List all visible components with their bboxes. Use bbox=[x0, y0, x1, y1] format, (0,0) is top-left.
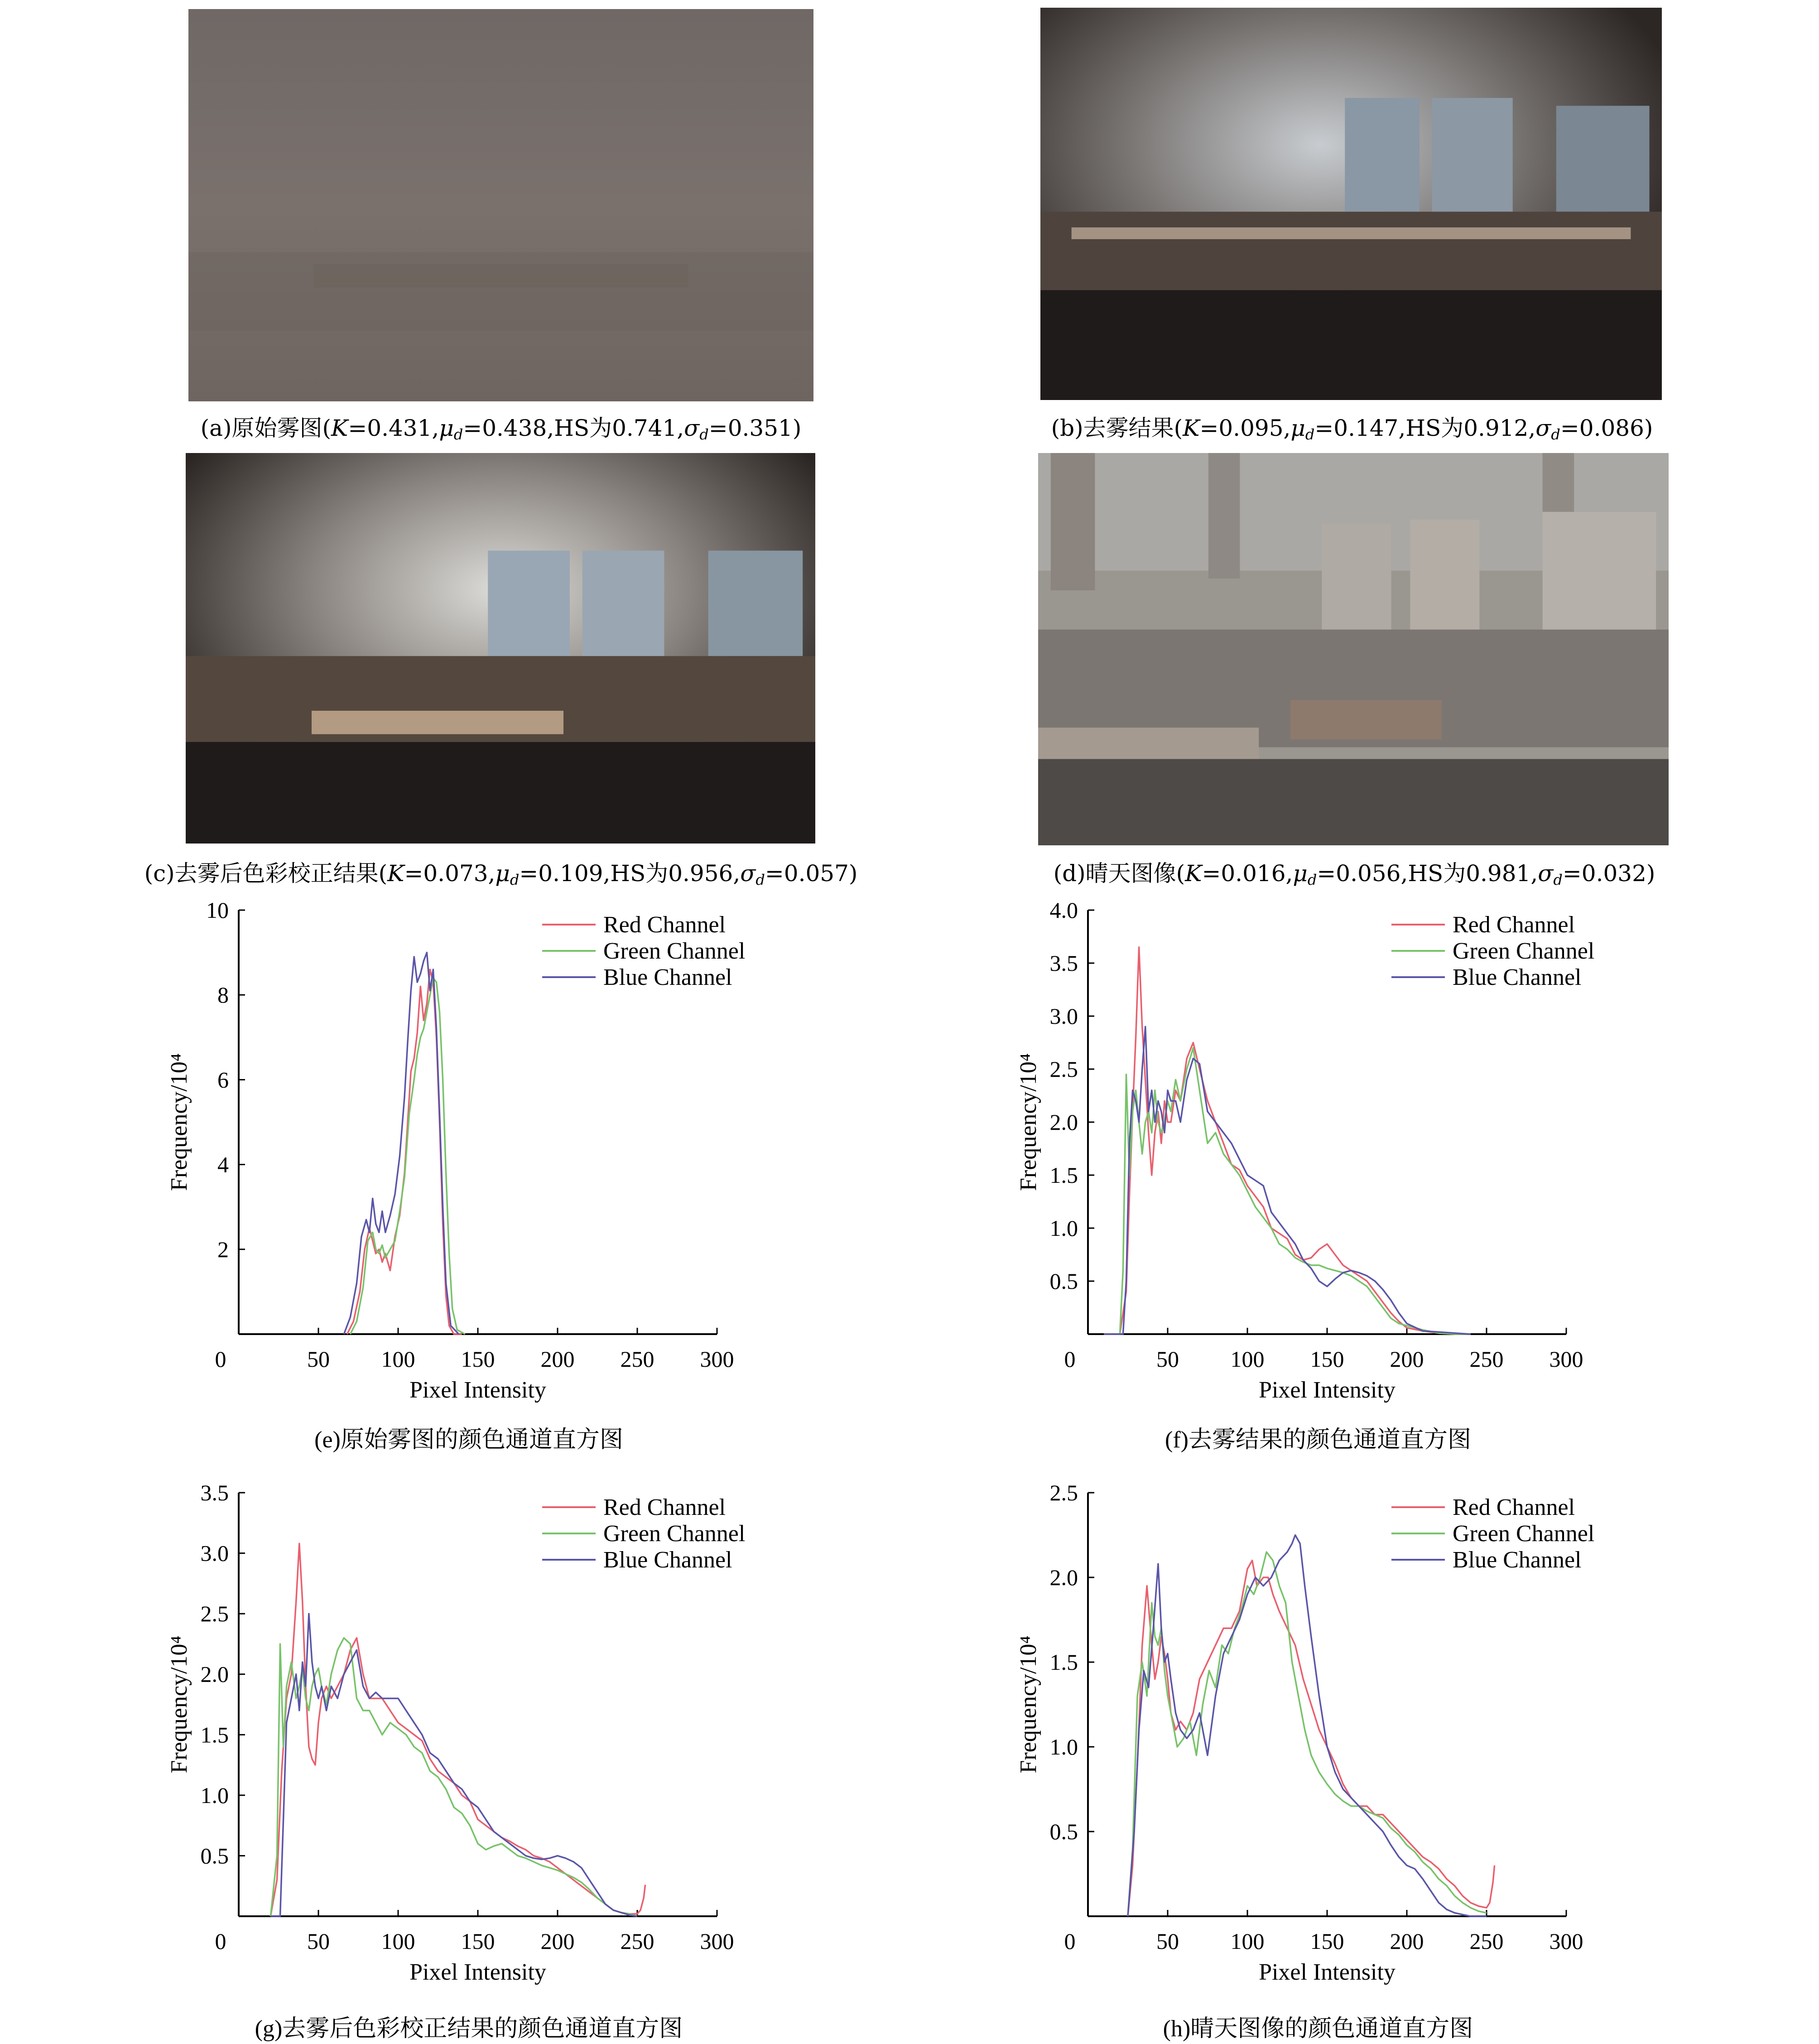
y-axis-label: Frequency/10⁴ bbox=[1015, 1635, 1041, 1774]
histogram-chart-h bbox=[999, 1470, 1710, 2044]
y-tick-label: 2.5 bbox=[1049, 1056, 1078, 1082]
x-tick-label: 200 bbox=[540, 1928, 575, 1954]
legend-label-blue: Blue Channel bbox=[1453, 1547, 1582, 1573]
legend-label-blue: Blue Channel bbox=[603, 964, 732, 990]
x-axis-label: Pixel Intensity bbox=[409, 1959, 546, 1985]
y-tick-label: 1.0 bbox=[1049, 1215, 1078, 1241]
x-tick-label: 0 bbox=[215, 1346, 226, 1372]
legend-label-green: Green Channel bbox=[1453, 938, 1595, 964]
series-line-blue bbox=[270, 1614, 637, 1916]
x-tick-label: 0 bbox=[1064, 1928, 1076, 1954]
y-tick-label: 2 bbox=[217, 1236, 229, 1262]
x-tick-label: 250 bbox=[620, 1346, 654, 1372]
series-line-red bbox=[1104, 947, 1471, 1334]
y-tick-label: 0.5 bbox=[200, 1843, 229, 1869]
y-tick-label: 2.0 bbox=[200, 1661, 229, 1687]
y-tick-label: 6 bbox=[217, 1067, 229, 1093]
x-tick-label: 0 bbox=[1064, 1346, 1076, 1372]
x-tick-label: 100 bbox=[1230, 1928, 1265, 1954]
y-tick-label: 3.0 bbox=[1049, 1003, 1078, 1029]
y-tick-label: 3.5 bbox=[1049, 950, 1078, 976]
series-line-green bbox=[270, 1638, 637, 1916]
y-tick-label: 1.5 bbox=[1049, 1649, 1078, 1675]
x-axis-label: Pixel Intensity bbox=[1259, 1959, 1396, 1985]
y-tick-label: 3.5 bbox=[200, 1480, 229, 1505]
photo-b-dehazed bbox=[1040, 8, 1662, 400]
y-tick-label: 2.0 bbox=[1049, 1109, 1078, 1135]
x-tick-label: 150 bbox=[1310, 1346, 1344, 1372]
y-tick-label: 1.5 bbox=[1049, 1162, 1078, 1188]
photo-c-color-corrected bbox=[186, 453, 815, 844]
x-tick-label: 50 bbox=[1156, 1928, 1179, 1954]
y-tick-label: 2.5 bbox=[1049, 1480, 1078, 1505]
series-line-blue bbox=[1104, 1027, 1471, 1334]
x-tick-label: 200 bbox=[1390, 1346, 1424, 1372]
legend-label-red: Red Channel bbox=[1453, 912, 1575, 938]
x-axis-label: Pixel Intensity bbox=[409, 1377, 546, 1403]
x-tick-label: 300 bbox=[1549, 1928, 1583, 1954]
chart-caption: (f)去雾结果的颜色通道直方图 bbox=[1165, 1427, 1471, 1453]
x-tick-label: 250 bbox=[1469, 1346, 1504, 1372]
y-tick-label: 3.0 bbox=[200, 1540, 229, 1566]
x-tick-label: 200 bbox=[1390, 1928, 1424, 1954]
y-axis-label: Frequency/10⁴ bbox=[166, 1053, 192, 1191]
caption-a: (a)原始雾图($K=0.431,\mu_d=0.438,HS$为$0.741,\sigma_d=0.351$) bbox=[200, 415, 802, 443]
x-tick-label: 300 bbox=[700, 1346, 734, 1372]
x-tick-label: 100 bbox=[381, 1928, 415, 1954]
photo-d-clear-day bbox=[1038, 453, 1669, 845]
histogram-chart-f bbox=[999, 888, 1710, 1468]
chart-caption: (e)原始雾图的颜色通道直方图 bbox=[314, 1427, 623, 1453]
series-line-green bbox=[1104, 1048, 1471, 1334]
histogram-chart-g bbox=[149, 1470, 861, 2044]
x-tick-label: 50 bbox=[307, 1928, 330, 1954]
legend-label-red: Red Channel bbox=[603, 912, 726, 938]
x-tick-label: 100 bbox=[1230, 1346, 1265, 1372]
legend-label-green: Green Channel bbox=[603, 1521, 746, 1547]
caption-b: (b)去雾结果($K=0.095,\mu_d=0.147,HS$为$0.912,\sigma_d=0.086$) bbox=[1051, 415, 1653, 443]
y-tick-label: 1.5 bbox=[200, 1722, 229, 1748]
x-tick-label: 250 bbox=[620, 1928, 654, 1954]
x-tick-label: 200 bbox=[540, 1346, 575, 1372]
x-tick-label: 50 bbox=[1156, 1346, 1179, 1372]
y-tick-label: 0.5 bbox=[1049, 1819, 1078, 1844]
x-tick-label: 300 bbox=[1549, 1346, 1583, 1372]
caption-d: (d)晴天图像($K=0.016,\mu_d=0.056,HS$为$0.981,\sigma_d=0.032$) bbox=[1053, 860, 1655, 888]
y-tick-label: 10 bbox=[206, 897, 229, 923]
y-tick-label: 4 bbox=[217, 1152, 229, 1177]
photo-a-haze-image bbox=[188, 9, 813, 401]
histogram-chart-e bbox=[149, 888, 861, 1468]
chart-caption: (g)去雾后色彩校正结果的颜色通道直方图 bbox=[255, 2016, 683, 2042]
legend-label-blue: Blue Channel bbox=[603, 1547, 732, 1573]
x-tick-label: 0 bbox=[215, 1928, 226, 1954]
legend-label-blue: Blue Channel bbox=[1453, 964, 1582, 990]
y-tick-label: 4.0 bbox=[1049, 897, 1078, 923]
series-line-blue bbox=[1128, 1535, 1487, 1917]
x-tick-label: 250 bbox=[1469, 1928, 1504, 1954]
y-tick-label: 2.0 bbox=[1049, 1565, 1078, 1590]
x-tick-label: 150 bbox=[1310, 1928, 1344, 1954]
x-tick-label: 150 bbox=[461, 1346, 495, 1372]
y-tick-label: 8 bbox=[217, 982, 229, 1008]
chart-caption: (h)晴天图像的颜色通道直方图 bbox=[1163, 2016, 1473, 2042]
x-tick-label: 150 bbox=[461, 1928, 495, 1954]
caption-c: (c)去雾后色彩校正结果($K=0.073,\mu_d=0.109,HS$为$0.956,\sigma_d=0.057$) bbox=[144, 860, 858, 888]
x-tick-label: 100 bbox=[381, 1346, 415, 1372]
y-tick-label: 2.5 bbox=[200, 1601, 229, 1627]
legend-label-red: Red Channel bbox=[603, 1494, 726, 1520]
y-tick-label: 1.0 bbox=[1049, 1734, 1078, 1760]
legend-label-green: Green Channel bbox=[1453, 1521, 1595, 1547]
x-axis-label: Pixel Intensity bbox=[1259, 1377, 1396, 1403]
legend-label-green: Green Channel bbox=[603, 938, 746, 964]
x-tick-label: 300 bbox=[700, 1928, 734, 1954]
legend-label-red: Red Channel bbox=[1453, 1494, 1575, 1520]
y-tick-label: 1.0 bbox=[200, 1782, 229, 1808]
y-tick-label: 0.5 bbox=[1049, 1268, 1078, 1294]
y-axis-label: Frequency/10⁴ bbox=[1015, 1053, 1041, 1191]
y-axis-label: Frequency/10⁴ bbox=[166, 1635, 192, 1774]
x-tick-label: 50 bbox=[307, 1346, 330, 1372]
series-line-red bbox=[270, 1543, 645, 1916]
